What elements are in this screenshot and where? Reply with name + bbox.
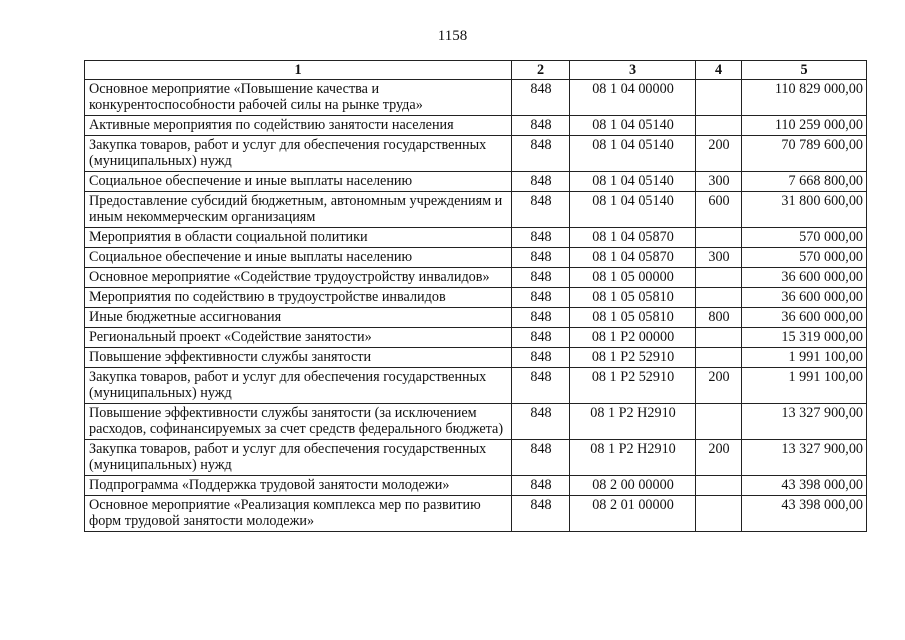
expense-type-cell	[696, 348, 742, 368]
expense-name-cell: Мероприятия по содействию в трудоустройстве инвалидов	[85, 288, 512, 308]
expense-type-cell: 200	[696, 136, 742, 172]
table-row	[85, 268, 867, 288]
header-cell: 4	[696, 61, 742, 80]
expense-type-cell: 300	[696, 172, 742, 192]
amount-cell: 13 327 900,00	[742, 404, 867, 440]
table-row	[85, 328, 867, 348]
admin-code-cell: 848	[512, 476, 570, 496]
target-article-cell: 08 1 Р2 Н2910	[570, 440, 696, 476]
table-row	[85, 288, 867, 308]
expense-type-cell	[696, 116, 742, 136]
target-article-cell: 08 1 05 05810	[570, 308, 696, 328]
target-article-cell: 08 1 Р2 52910	[570, 348, 696, 368]
admin-code-cell: 848	[512, 136, 570, 172]
expense-name-cell: Активные мероприятия по содействию занятости населения	[85, 116, 512, 136]
table-row	[85, 136, 867, 172]
target-article-cell: 08 2 01 00000	[570, 496, 696, 532]
header-row	[85, 61, 867, 80]
target-article-cell: 08 1 04 05870	[570, 248, 696, 268]
table-row	[85, 348, 867, 368]
admin-code-cell: 848	[512, 80, 570, 116]
expense-name-cell: Социальное обеспечение и иные выплаты населению	[85, 172, 512, 192]
admin-code-cell: 848	[512, 368, 570, 404]
expense-type-cell: 300	[696, 248, 742, 268]
admin-code-cell: 848	[512, 228, 570, 248]
target-article-cell: 08 1 Р2 Н2910	[570, 404, 696, 440]
amount-cell: 1 991 100,00	[742, 348, 867, 368]
expense-type-cell	[696, 80, 742, 116]
expense-type-cell: 800	[696, 308, 742, 328]
table-row	[85, 440, 867, 476]
table-row	[85, 248, 867, 268]
expense-name-cell: Закупка товаров, работ и услуг для обеспечения государственных (муниципальных) нужд	[85, 440, 512, 476]
table-body	[85, 80, 867, 532]
expense-type-cell	[696, 328, 742, 348]
table-row	[85, 192, 867, 228]
expense-name-cell: Основное мероприятие «Повышение качества и конкурентоспособности рабочей силы на рынке труда»	[85, 80, 512, 116]
amount-cell: 570 000,00	[742, 248, 867, 268]
header-cell: 1	[85, 61, 512, 80]
expense-name-cell: Повышение эффективности службы занятости	[85, 348, 512, 368]
target-article-cell: 08 2 00 00000	[570, 476, 696, 496]
expense-name-cell: Повышение эффективности службы занятости (за исключением расходов, софинансируемых за счет средств федерального бюджета)	[85, 404, 512, 440]
target-article-cell: 08 1 05 05810	[570, 288, 696, 308]
target-article-cell: 08 1 04 05140	[570, 136, 696, 172]
table-row	[85, 496, 867, 532]
target-article-cell: 08 1 04 05870	[570, 228, 696, 248]
header-cell: 5	[742, 61, 867, 80]
table-row	[85, 368, 867, 404]
expense-name-cell: Подпрограмма «Поддержка трудовой занятости молодежи»	[85, 476, 512, 496]
expense-name-cell: Основное мероприятие «Реализация комплекса мер по развитию форм трудовой занятости молодежи»	[85, 496, 512, 532]
amount-cell: 36 600 000,00	[742, 308, 867, 328]
amount-cell: 43 398 000,00	[742, 496, 867, 532]
amount-cell: 110 829 000,00	[742, 80, 867, 116]
amount-cell: 1 991 100,00	[742, 368, 867, 404]
table-row	[85, 116, 867, 136]
expense-type-cell	[696, 288, 742, 308]
admin-code-cell: 848	[512, 440, 570, 476]
amount-cell: 36 600 000,00	[742, 268, 867, 288]
expense-type-cell: 200	[696, 440, 742, 476]
target-article-cell: 08 1 04 00000	[570, 80, 696, 116]
expense-name-cell: Региональный проект «Содействие занятости»	[85, 328, 512, 348]
amount-cell: 15 319 000,00	[742, 328, 867, 348]
table-row	[85, 228, 867, 248]
amount-cell: 31 800 600,00	[742, 192, 867, 228]
admin-code-cell: 848	[512, 404, 570, 440]
admin-code-cell: 848	[512, 308, 570, 328]
admin-code-cell: 848	[512, 268, 570, 288]
amount-cell: 43 398 000,00	[742, 476, 867, 496]
admin-code-cell: 848	[512, 192, 570, 228]
table-row	[85, 476, 867, 496]
amount-cell: 13 327 900,00	[742, 440, 867, 476]
expense-type-cell: 200	[696, 368, 742, 404]
expense-name-cell: Основное мероприятие «Содействие трудоустройству инвалидов»	[85, 268, 512, 288]
admin-code-cell: 848	[512, 172, 570, 192]
target-article-cell: 08 1 04 05140	[570, 116, 696, 136]
budget-table	[84, 60, 867, 532]
header-cell: 3	[570, 61, 696, 80]
amount-cell: 110 259 000,00	[742, 116, 867, 136]
table-row	[85, 308, 867, 328]
expense-type-cell	[696, 404, 742, 440]
expense-name-cell: Закупка товаров, работ и услуг для обеспечения государственных (муниципальных) нужд	[85, 136, 512, 172]
expense-type-cell: 600	[696, 192, 742, 228]
header-cell: 2	[512, 61, 570, 80]
expense-type-cell	[696, 476, 742, 496]
expense-name-cell: Социальное обеспечение и иные выплаты населению	[85, 248, 512, 268]
table-row	[85, 80, 867, 116]
expense-name-cell: Мероприятия в области социальной политики	[85, 228, 512, 248]
admin-code-cell: 848	[512, 248, 570, 268]
expense-type-cell	[696, 496, 742, 532]
expense-type-cell	[696, 228, 742, 248]
expense-type-cell	[696, 268, 742, 288]
amount-cell: 570 000,00	[742, 228, 867, 248]
target-article-cell: 08 1 04 05140	[570, 172, 696, 192]
target-article-cell: 08 1 Р2 00000	[570, 328, 696, 348]
admin-code-cell: 848	[512, 348, 570, 368]
admin-code-cell: 848	[512, 116, 570, 136]
expense-name-cell: Иные бюджетные ассигнования	[85, 308, 512, 328]
admin-code-cell: 848	[512, 496, 570, 532]
page-number: 1158	[437, 28, 468, 44]
target-article-cell: 08 1 05 00000	[570, 268, 696, 288]
amount-cell: 36 600 000,00	[742, 288, 867, 308]
expense-name-cell: Предоставление субсидий бюджетным, автономным учреждениям и иным некоммерческим организациям	[85, 192, 512, 228]
expense-name-cell: Закупка товаров, работ и услуг для обеспечения государственных (муниципальных) нужд	[85, 368, 512, 404]
admin-code-cell: 848	[512, 328, 570, 348]
target-article-cell: 08 1 Р2 52910	[570, 368, 696, 404]
admin-code-cell: 848	[512, 288, 570, 308]
target-article-cell: 08 1 04 05140	[570, 192, 696, 228]
table-row	[85, 172, 867, 192]
amount-cell: 7 668 800,00	[742, 172, 867, 192]
table-row	[85, 404, 867, 440]
amount-cell: 70 789 600,00	[742, 136, 867, 172]
